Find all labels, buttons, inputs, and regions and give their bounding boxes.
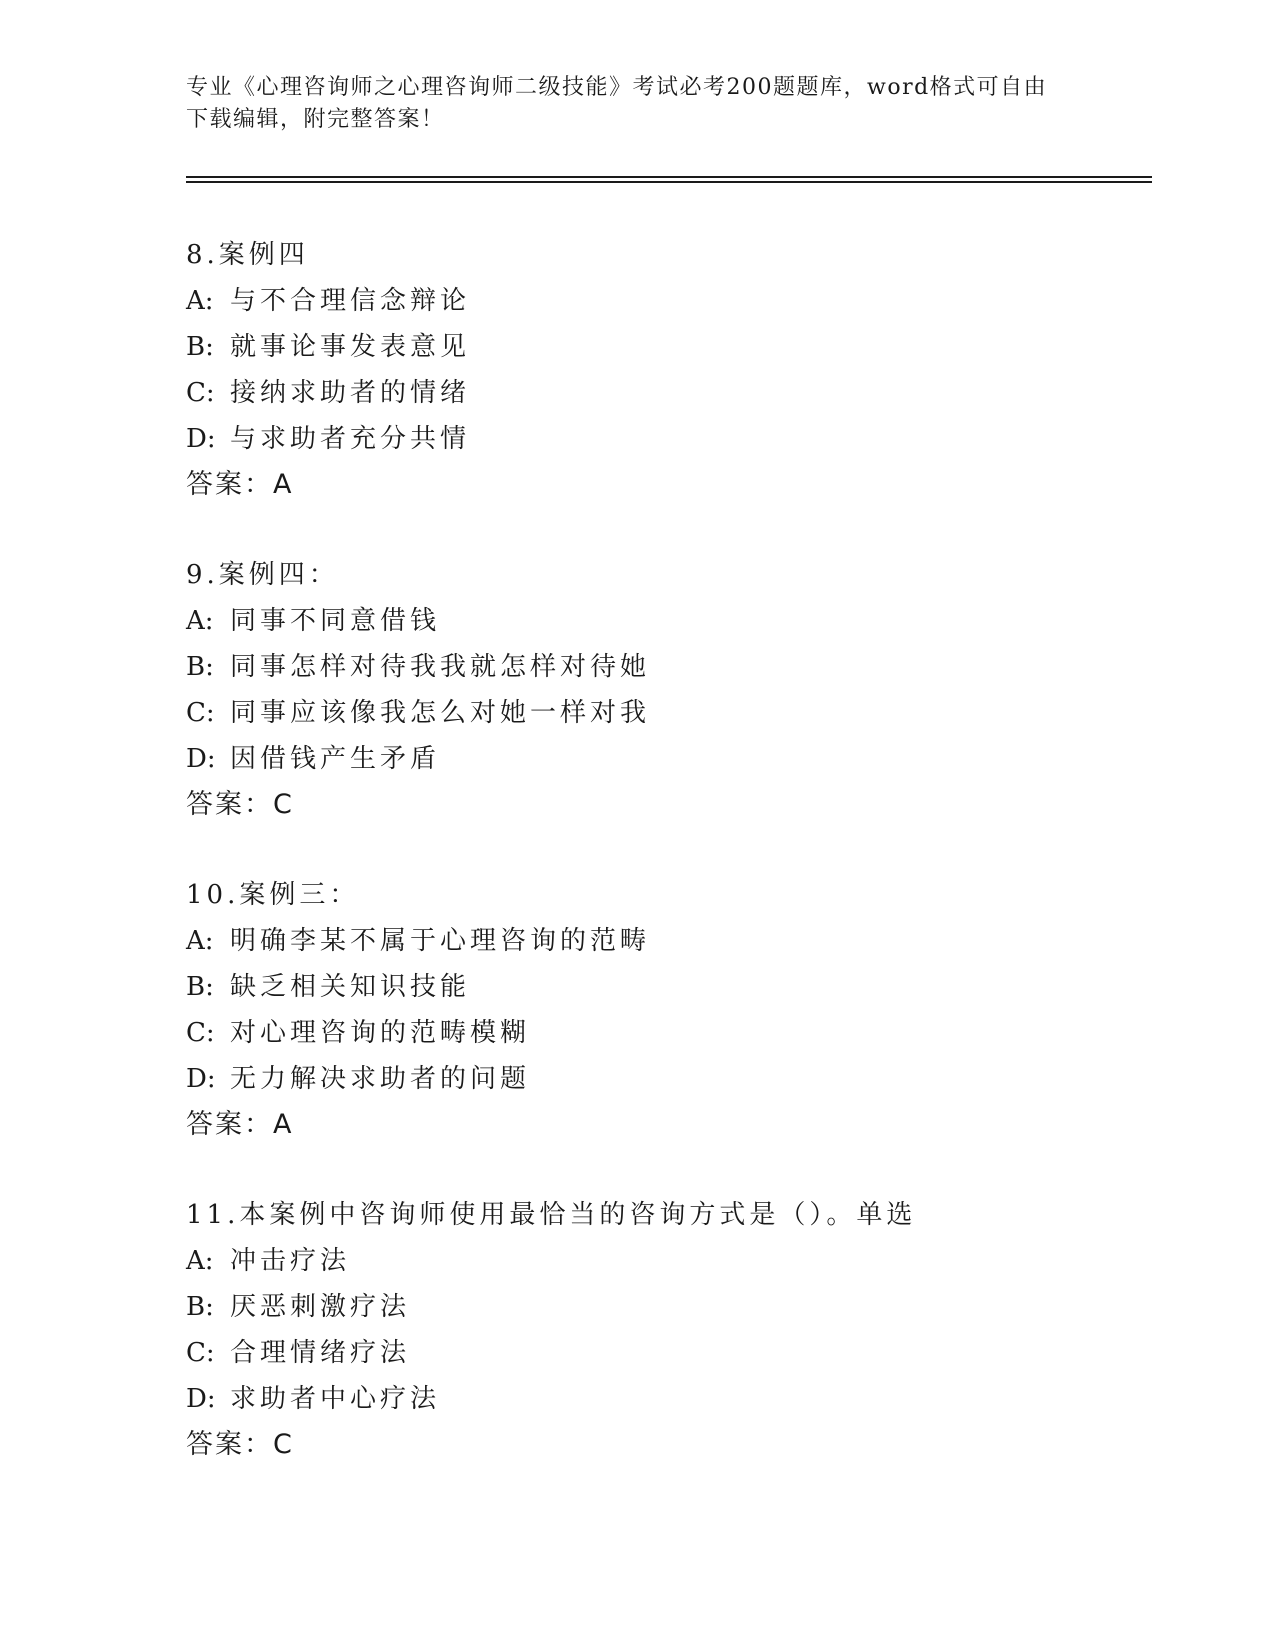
option-text: 接纳求助者的情绪	[230, 378, 471, 408]
option-text: 同事应该像我怎么对她一样对我	[230, 698, 651, 728]
question-title: 10.案例三：	[186, 880, 360, 910]
document-header: 专业《心理咨询师之心理咨询师二级技能》考试必考200题题库，word格式可自由下载编辑，附完整答案！	[186, 75, 1048, 132]
option-label: B:	[186, 972, 214, 1002]
option-label: A:	[186, 286, 214, 316]
option-label: C:	[186, 378, 215, 408]
answer: 答案：A	[186, 469, 294, 500]
option-text: 求助者中心疗法	[230, 1384, 441, 1414]
option-c	[186, 370, 1166, 416]
option-text: 缺乏相关知识技能	[230, 972, 471, 1002]
header-divider-top	[186, 176, 1152, 178]
option-text: 对心理咨询的范畴模糊	[230, 1018, 531, 1048]
option-d	[186, 736, 1166, 782]
question-title: 8.案例四	[186, 240, 309, 270]
option-text: 合理情绪疗法	[230, 1338, 411, 1368]
option-c	[186, 690, 1166, 736]
option-label: A:	[186, 1246, 214, 1276]
option-d	[186, 1056, 1166, 1102]
option-text: 同事不同意借钱	[230, 606, 441, 636]
option-label: D:	[186, 1064, 216, 1094]
option-d	[186, 1376, 1166, 1422]
option-text: 就事论事发表意见	[230, 332, 471, 362]
option-text: 明确李某不属于心理咨询的范畴	[230, 926, 651, 956]
answer: 答案：A	[186, 1109, 294, 1140]
option-c	[186, 1010, 1166, 1056]
option-a	[186, 598, 1166, 644]
question-9	[186, 552, 1166, 828]
option-label: D:	[186, 424, 216, 454]
option-label: D:	[186, 744, 216, 774]
option-label: D:	[186, 1384, 216, 1414]
question-8	[186, 232, 1166, 508]
question-title: 9.案例四：	[186, 560, 339, 590]
option-label: B:	[186, 332, 214, 362]
option-a	[186, 278, 1166, 324]
answer: 答案：C	[186, 789, 294, 820]
option-text: 与求助者充分共情	[230, 424, 471, 454]
option-b	[186, 1284, 1166, 1330]
option-a	[186, 1238, 1166, 1284]
option-label: C:	[186, 1338, 215, 1368]
option-a	[186, 918, 1166, 964]
option-b	[186, 324, 1166, 370]
question-11	[186, 1192, 1166, 1468]
option-b	[186, 964, 1166, 1010]
option-text: 厌恶刺激疗法	[230, 1292, 411, 1322]
option-text: 与不合理信念辩论	[230, 286, 471, 316]
option-text: 因借钱产生矛盾	[230, 744, 441, 774]
option-label: A:	[186, 606, 214, 636]
option-text: 同事怎样对待我我就怎样对待她	[230, 652, 651, 682]
option-label: B:	[186, 1292, 214, 1322]
option-c	[186, 1330, 1166, 1376]
question-title: 11.本案例中咨询师使用最恰当的咨询方式是（）。单选	[186, 1200, 917, 1230]
question-10	[186, 872, 1166, 1148]
option-label: B:	[186, 652, 214, 682]
option-d	[186, 416, 1166, 462]
option-label: C:	[186, 698, 215, 728]
option-label: C:	[186, 1018, 215, 1048]
header-divider-bottom	[186, 181, 1152, 183]
answer: 答案：C	[186, 1429, 294, 1460]
option-b	[186, 644, 1166, 690]
option-text: 冲击疗法	[230, 1246, 351, 1276]
option-label: A:	[186, 926, 214, 956]
option-text: 无力解决求助者的问题	[230, 1064, 531, 1094]
